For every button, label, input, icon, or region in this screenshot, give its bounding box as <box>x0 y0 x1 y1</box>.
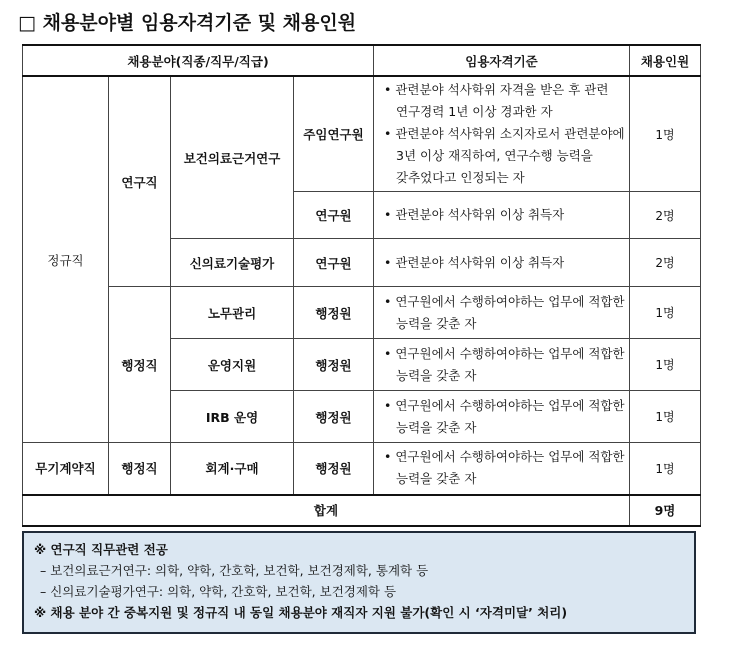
rank-cell: 연구원 <box>294 192 374 239</box>
criteria-line: 능력을 갖춘 자 <box>396 471 477 487</box>
criteria-cell <box>374 339 630 391</box>
job-admin: 행정직 <box>109 287 171 443</box>
notes-box <box>22 531 696 634</box>
header-criteria: 임용자격기준 <box>374 45 630 76</box>
criteria-cell <box>374 443 630 495</box>
criteria-line: 능력을 갖춘 자 <box>396 367 477 383</box>
criteria-line: 능력을 갖춘 자 <box>396 315 477 331</box>
criteria-line: • 관련분야 석사학위 소지자로서 관련분야에 <box>384 126 625 141</box>
notes-item: – 신의료기술평가연구: 의학, 약학, 간호학, 보건학, 보건경제학 등 <box>40 584 397 599</box>
criteria-cell <box>374 76 630 192</box>
rank-cell: 주임연구원 <box>294 76 374 192</box>
rank-cell: 행정원 <box>294 339 374 391</box>
criteria-cell <box>374 239 630 287</box>
criteria-line: • 연구원에서 수행하여야하는 업무에 적합한 <box>384 345 625 361</box>
duty-cell: 신의료기술평가 <box>171 239 294 287</box>
job-research: 연구직 <box>109 76 171 287</box>
count-cell: 1명 <box>630 76 701 192</box>
page-title: □ 채용분야별 임용자격기준 및 채용인원 <box>18 12 357 34</box>
count-cell: 2명 <box>630 192 701 239</box>
notes-heading: ※ 연구직 직무관련 전공 <box>34 542 168 557</box>
table-header-row <box>23 45 701 76</box>
count-cell: 2명 <box>630 239 701 287</box>
duty-cell: IRB 운영 <box>171 391 294 443</box>
recruitment-table <box>22 44 701 527</box>
count-cell: 1명 <box>630 339 701 391</box>
criteria-line: • 관련분야 석사학위 이상 취득자 <box>384 207 565 222</box>
total-row <box>23 495 701 526</box>
job-fixed-admin: 행정직 <box>109 443 171 495</box>
notes-warning: ※ 채용 분야 간 중복지원 및 정규직 내 동일 채용분야 재직자 지원 불가(확인 시 ‘자격미달’ 처리) <box>34 605 568 620</box>
count-cell: 1명 <box>630 443 701 495</box>
duty-cell: 운영지원 <box>171 339 294 391</box>
criteria-cell <box>374 192 630 239</box>
count-cell: 1명 <box>630 391 701 443</box>
duty-cell: 노무관리 <box>171 287 294 339</box>
duty-cell: 보건의료근거연구 <box>171 76 294 239</box>
criteria-cell <box>374 287 630 339</box>
type-fixed: 무기계약직 <box>23 443 109 495</box>
criteria-line: • 관련분야 석사학위 이상 취득자 <box>384 254 565 270</box>
header-count: 채용인원 <box>630 45 701 76</box>
table-row <box>23 443 701 495</box>
duty-cell: 회계·구매 <box>171 443 294 495</box>
table-row <box>23 287 701 339</box>
criteria-line: • 연구원에서 수행하여야하는 업무에 적합한 <box>384 293 625 309</box>
criteria-line: 연구경력 1년 이상 경과한 자 <box>396 104 553 119</box>
rank-cell: 행정원 <box>294 443 374 495</box>
total-label: 합계 <box>23 495 630 526</box>
rank-cell: 연구원 <box>294 239 374 287</box>
criteria-line: 3년 이상 재직하여, 연구수행 능력을 <box>396 148 593 163</box>
table-row <box>23 76 701 192</box>
notes-item: – 보건의료근거연구: 의학, 약학, 간호학, 보건학, 보건경제학, 통계학 등 <box>40 563 429 578</box>
count-cell: 1명 <box>630 287 701 339</box>
criteria-line: • 연구원에서 수행하여야하는 업무에 적합한 <box>384 449 625 465</box>
criteria-cell <box>374 391 630 443</box>
header-field: 채용분야(직종/직무/직급) <box>23 45 374 76</box>
criteria-line: • 관련분야 석사학위 자격을 받은 후 관련 <box>384 82 609 97</box>
total-count: 9명 <box>630 495 701 526</box>
type-regular: 정규직 <box>23 76 109 443</box>
criteria-line: 갖추었다고 인정되는 자 <box>396 170 525 185</box>
rank-cell: 행정원 <box>294 287 374 339</box>
criteria-line: 능력을 갖춘 자 <box>396 419 477 435</box>
criteria-line: • 연구원에서 수행하여야하는 업무에 적합한 <box>384 397 625 413</box>
rank-cell: 행정원 <box>294 391 374 443</box>
